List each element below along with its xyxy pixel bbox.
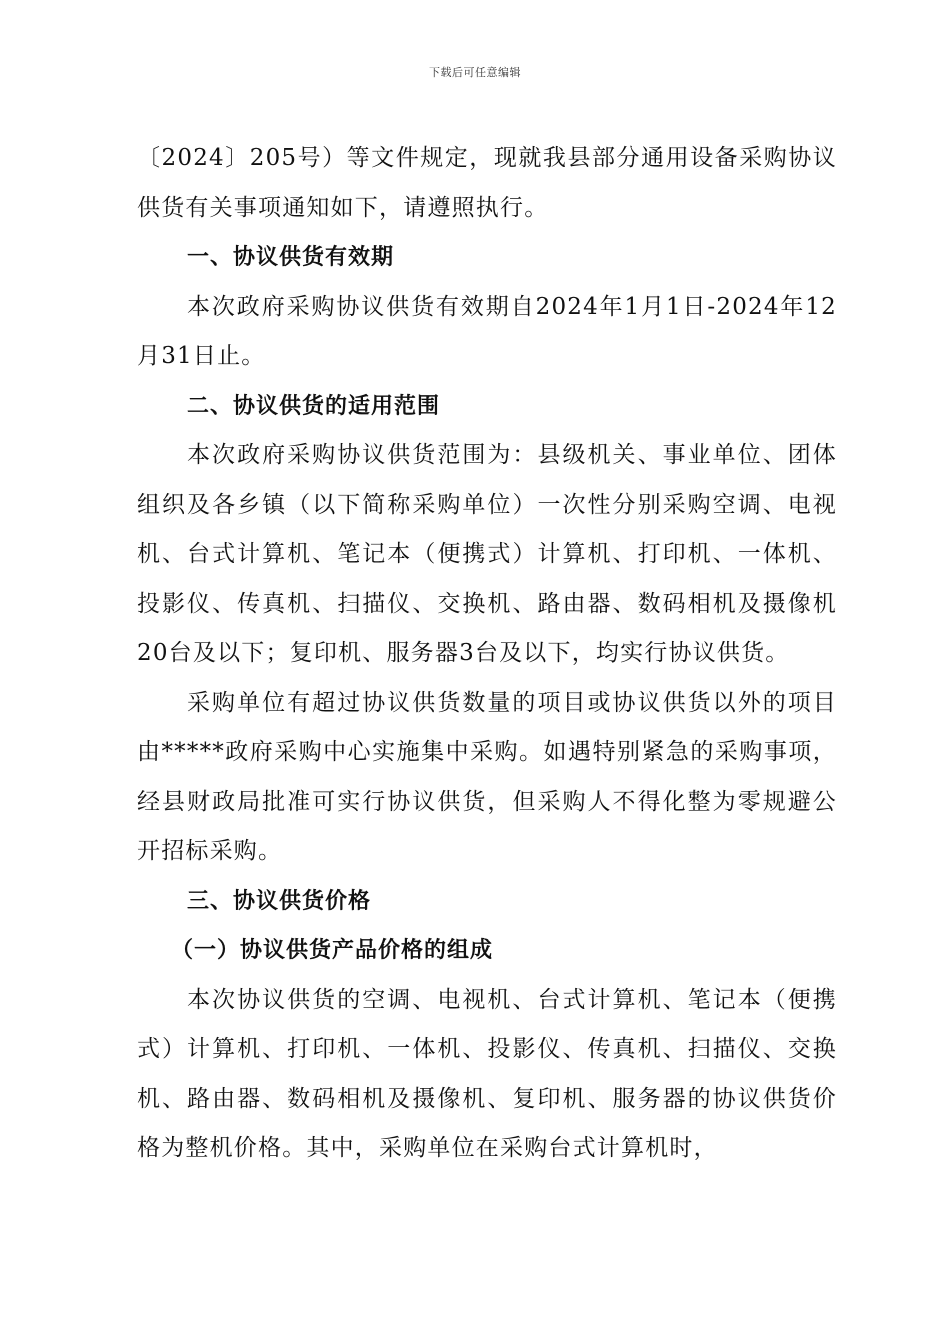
- validity-paragraph: 本次政府采购协议供货有效期自2024年1月1日-2024年12月31日止。: [137, 293, 837, 369]
- page-header: 下载后可任意编辑: [429, 66, 521, 79]
- section-heading-scope: 二、协议供货的适用范围: [187, 393, 441, 419]
- subsection-heading-price-composition: （一）协议供货产品价格的组成: [171, 938, 494, 963]
- section-heading-price: 三、协议供货价格: [187, 888, 372, 914]
- price-composition-paragraph: 本次协议供货的空调、电视机、台式计算机、笔记本（便携式）计算机、打印机、一体机、投影仪、传真机、扫描仪、交换机、路由器、数码相机及摄像机、复印机、服务器的协议供货价格为整机价格。其中，采购单位在采购台式计算机时，: [137, 986, 837, 1161]
- scope-paragraph: 本次政府采购协议供货范围为：县级机关、事业单位、团体组织及各乡镇（以下简称采购单位）一次性分别采购空调、电视机、台式计算机、笔记本（便携式）计算机、打印机、一体机、投影仪、传真机、扫描仪、交换机、路由器、数码相机及摄像机20台及以下；复印机、服务器3台及以下，均实行协议供货。: [137, 442, 837, 666]
- intro-paragraph: 〔2024〕205号）等文件规定，现就我县部分通用设备采购协议供货有关事项通知如下，请遵照执行。: [137, 145, 837, 221]
- document-body: [137, 134, 837, 1174]
- section-heading-validity: 一、协议供货有效期: [187, 245, 395, 270]
- scope-exception-paragraph: 采购单位有超过协议供货数量的项目或协议供货以外的项目由*****政府采购中心实施集中采购。如遇特别紧急的采购事项，经县财政局批准可实行协议供货，但采购人不得化整为零规避公开招标采购。: [137, 689, 837, 864]
